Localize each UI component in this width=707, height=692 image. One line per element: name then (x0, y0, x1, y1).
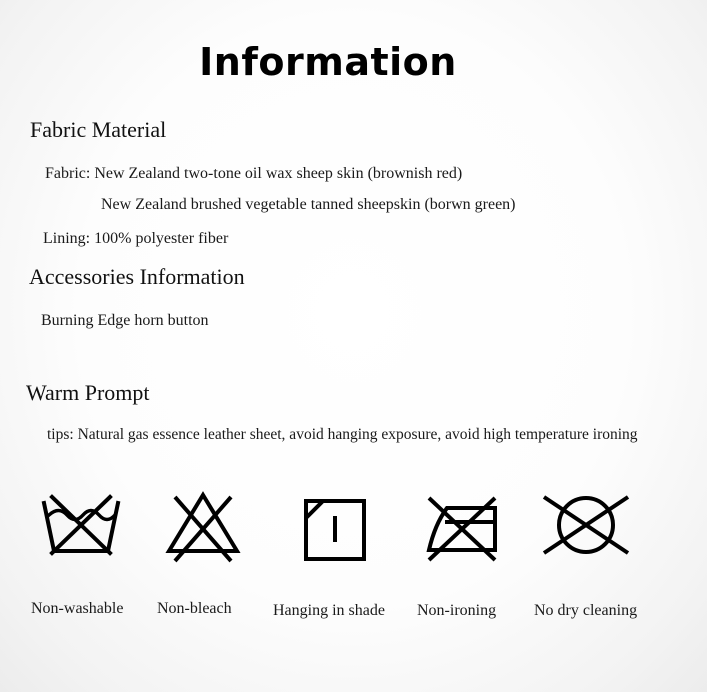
non-ironing-icon (425, 494, 499, 564)
page-title: Information (199, 40, 457, 84)
non-washable-icon (40, 493, 122, 557)
non-bleach-icon (165, 491, 241, 565)
no-dry-cleaning-label: No dry cleaning (534, 602, 638, 619)
hanging-in-shade-label: Hanging in shade (273, 602, 385, 619)
tips-line: tips: Natural gas essence leather sheet, avoid hanging exposure, avoid high temperature ironing (47, 426, 638, 443)
non-washable-label: Non-washable (31, 600, 124, 617)
non-ironing-label: Non-ironing (417, 602, 497, 619)
hanging-in-shade-icon (303, 498, 367, 562)
accessories-line: Burning Edge horn button (41, 312, 209, 329)
warm-prompt-heading: Warm Prompt (26, 380, 150, 405)
no-dry-cleaning-icon (542, 493, 630, 557)
fabric-material-heading: Fabric Material (30, 117, 167, 142)
fabric-line: Fabric: New Zealand two-tone oil wax sheep skin (brownish red) (45, 165, 463, 182)
fabric-line-secondary: New Zealand brushed vegetable tanned sheepskin (borwn green) (101, 196, 516, 213)
non-bleach-label: Non-bleach (157, 600, 232, 617)
accessories-heading: Accessories Information (29, 264, 245, 289)
lining-line: Lining: 100% polyester fiber (43, 230, 229, 247)
